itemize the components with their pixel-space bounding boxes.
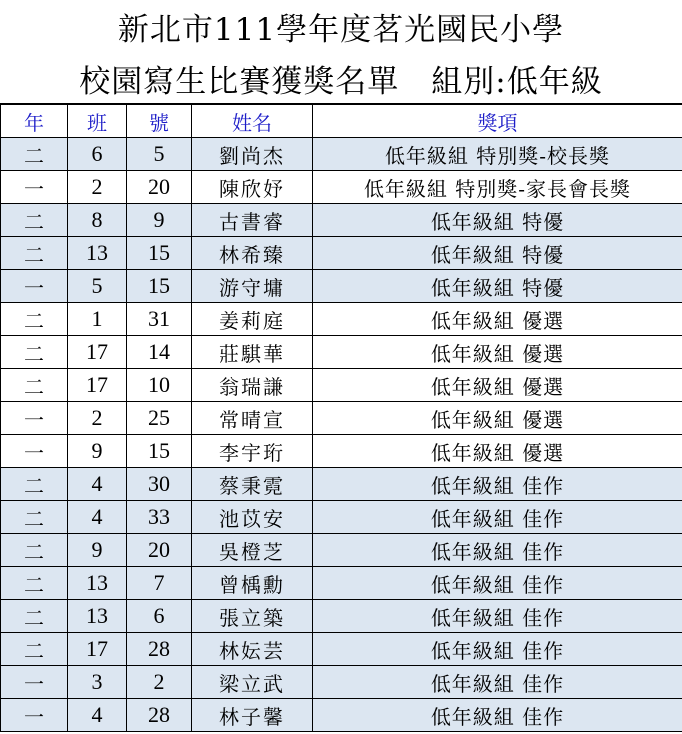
award-table <box>0 104 682 732</box>
cell-name[interactable]: 張立築 <box>192 600 313 633</box>
cell-grade[interactable]: 二 <box>1 336 68 369</box>
table-row <box>1 501 682 534</box>
cell-grade[interactable]: 二 <box>1 204 68 237</box>
cell-award[interactable]: 低年級組 佳作 <box>313 567 682 600</box>
cell-number[interactable]: 9 <box>127 204 192 237</box>
cell-class[interactable]: 5 <box>68 270 127 303</box>
cell-grade[interactable]: 一 <box>1 699 68 732</box>
cell-class[interactable]: 4 <box>68 501 127 534</box>
cell-name[interactable]: 蔡秉霓 <box>192 468 313 501</box>
cell-name[interactable]: 梁立武 <box>192 666 313 699</box>
cell-class[interactable]: 3 <box>68 666 127 699</box>
cell-class[interactable]: 17 <box>68 633 127 666</box>
cell-name[interactable]: 古書睿 <box>192 204 313 237</box>
cell-number[interactable]: 31 <box>127 303 192 336</box>
title-line-2: 校園寫生比賽獲獎名單 組別:低年級 <box>79 64 603 100</box>
cell-award[interactable]: 低年級組 佳作 <box>313 666 682 699</box>
cell-name[interactable]: 游守墉 <box>192 270 313 303</box>
cell-class[interactable]: 6 <box>68 138 127 171</box>
cell-award[interactable]: 低年級組 特別獎-校長獎 <box>313 138 682 171</box>
cell-grade[interactable]: 二 <box>1 633 68 666</box>
table-row <box>1 171 682 204</box>
cell-award[interactable]: 低年級組 特別獎-家長會長獎 <box>313 171 682 204</box>
cell-award[interactable]: 低年級組 佳作 <box>313 534 682 567</box>
cell-number[interactable]: 15 <box>127 435 192 468</box>
cell-award[interactable]: 低年級組 優選 <box>313 402 682 435</box>
cell-award[interactable]: 低年級組 特優 <box>313 237 682 270</box>
cell-class[interactable]: 2 <box>68 171 127 204</box>
cell-award[interactable]: 低年級組 優選 <box>313 336 682 369</box>
cell-class[interactable]: 13 <box>68 600 127 633</box>
table-row <box>1 567 682 600</box>
cell-grade[interactable]: 二 <box>1 501 68 534</box>
cell-grade[interactable]: 二 <box>1 237 68 270</box>
cell-grade[interactable]: 一 <box>1 666 68 699</box>
header-grade[interactable]: 年 <box>1 105 68 138</box>
cell-name[interactable]: 吳橙芝 <box>192 534 313 567</box>
cell-number[interactable]: 15 <box>127 237 192 270</box>
cell-award[interactable]: 低年級組 佳作 <box>313 468 682 501</box>
cell-award[interactable]: 低年級組 佳作 <box>313 600 682 633</box>
table-row <box>1 435 682 468</box>
cell-number[interactable]: 6 <box>127 600 192 633</box>
table-row <box>1 468 682 501</box>
cell-number[interactable]: 14 <box>127 336 192 369</box>
cell-class[interactable]: 13 <box>68 237 127 270</box>
cell-number[interactable]: 33 <box>127 501 192 534</box>
cell-grade[interactable]: 二 <box>1 600 68 633</box>
table-row <box>1 237 682 270</box>
title-line-1: 新北市111學年度茗光國民小學 <box>117 12 565 48</box>
cell-number[interactable]: 15 <box>127 270 192 303</box>
cell-class[interactable]: 13 <box>68 567 127 600</box>
table-row <box>1 633 682 666</box>
cell-number[interactable]: 20 <box>127 171 192 204</box>
cell-award[interactable]: 低年級組 佳作 <box>313 633 682 666</box>
table-row <box>1 270 682 303</box>
cell-name[interactable]: 李宇珩 <box>192 435 313 468</box>
cell-number[interactable]: 2 <box>127 666 192 699</box>
table-row <box>1 402 682 435</box>
cell-number[interactable]: 28 <box>127 699 192 732</box>
cell-class[interactable]: 9 <box>68 435 127 468</box>
cell-number[interactable]: 5 <box>127 138 192 171</box>
cell-award[interactable]: 低年級組 優選 <box>313 435 682 468</box>
cell-number[interactable]: 10 <box>127 369 192 402</box>
cell-name[interactable]: 莊騏華 <box>192 336 313 369</box>
cell-name[interactable]: 林妘芸 <box>192 633 313 666</box>
cell-name[interactable]: 翁瑞謙 <box>192 369 313 402</box>
table-row <box>1 336 682 369</box>
cell-number[interactable]: 28 <box>127 633 192 666</box>
cell-grade[interactable]: 一 <box>1 402 68 435</box>
table-row <box>1 138 682 171</box>
table-row <box>1 666 682 699</box>
cell-award[interactable]: 低年級組 優選 <box>313 303 682 336</box>
cell-name[interactable]: 劉尚杰 <box>192 138 313 171</box>
cell-award[interactable]: 低年級組 特優 <box>313 204 682 237</box>
table-row <box>1 699 682 732</box>
cell-class[interactable]: 1 <box>68 303 127 336</box>
cell-grade[interactable]: 二 <box>1 303 68 336</box>
cell-grade[interactable]: 一 <box>1 435 68 468</box>
cell-grade[interactable]: 二 <box>1 369 68 402</box>
cell-name[interactable]: 曾楀勳 <box>192 567 313 600</box>
cell-number[interactable]: 20 <box>127 534 192 567</box>
header-number[interactable]: 號 <box>127 105 192 138</box>
cell-award[interactable]: 低年級組 佳作 <box>313 501 682 534</box>
cell-grade[interactable]: 一 <box>1 171 68 204</box>
cell-class[interactable]: 9 <box>68 534 127 567</box>
cell-name[interactable]: 林希臻 <box>192 237 313 270</box>
cell-name[interactable]: 林子馨 <box>192 699 313 732</box>
cell-class[interactable]: 4 <box>68 468 127 501</box>
cell-name[interactable]: 陳欣妤 <box>192 171 313 204</box>
cell-award[interactable]: 低年級組 佳作 <box>313 699 682 732</box>
cell-name[interactable]: 常晴宣 <box>192 402 313 435</box>
cell-name[interactable]: 姜莉庭 <box>192 303 313 336</box>
cell-grade[interactable]: 二 <box>1 534 68 567</box>
cell-class[interactable]: 2 <box>68 402 127 435</box>
cell-class[interactable]: 17 <box>68 336 127 369</box>
cell-award[interactable]: 低年級組 優選 <box>313 369 682 402</box>
cell-class[interactable]: 17 <box>68 369 127 402</box>
title-block <box>0 0 682 104</box>
cell-number[interactable]: 25 <box>127 402 192 435</box>
table-row <box>1 534 682 567</box>
header-name[interactable]: 姓名 <box>192 105 313 138</box>
header-class[interactable]: 班 <box>68 105 127 138</box>
cell-name[interactable]: 池苡安 <box>192 501 313 534</box>
cell-number[interactable]: 7 <box>127 567 192 600</box>
table-row <box>1 303 682 336</box>
cell-class[interactable]: 4 <box>68 699 127 732</box>
table-row <box>1 204 682 237</box>
cell-grade[interactable]: 二 <box>1 468 68 501</box>
cell-grade[interactable]: 二 <box>1 567 68 600</box>
cell-grade[interactable]: 一 <box>1 270 68 303</box>
table-row <box>1 369 682 402</box>
cell-number[interactable]: 30 <box>127 468 192 501</box>
table-row <box>1 600 682 633</box>
cell-class[interactable]: 8 <box>68 204 127 237</box>
header-row <box>1 105 682 138</box>
header-award[interactable]: 獎項 <box>313 105 682 138</box>
cell-award[interactable]: 低年級組 特優 <box>313 270 682 303</box>
cell-grade[interactable]: 二 <box>1 138 68 171</box>
